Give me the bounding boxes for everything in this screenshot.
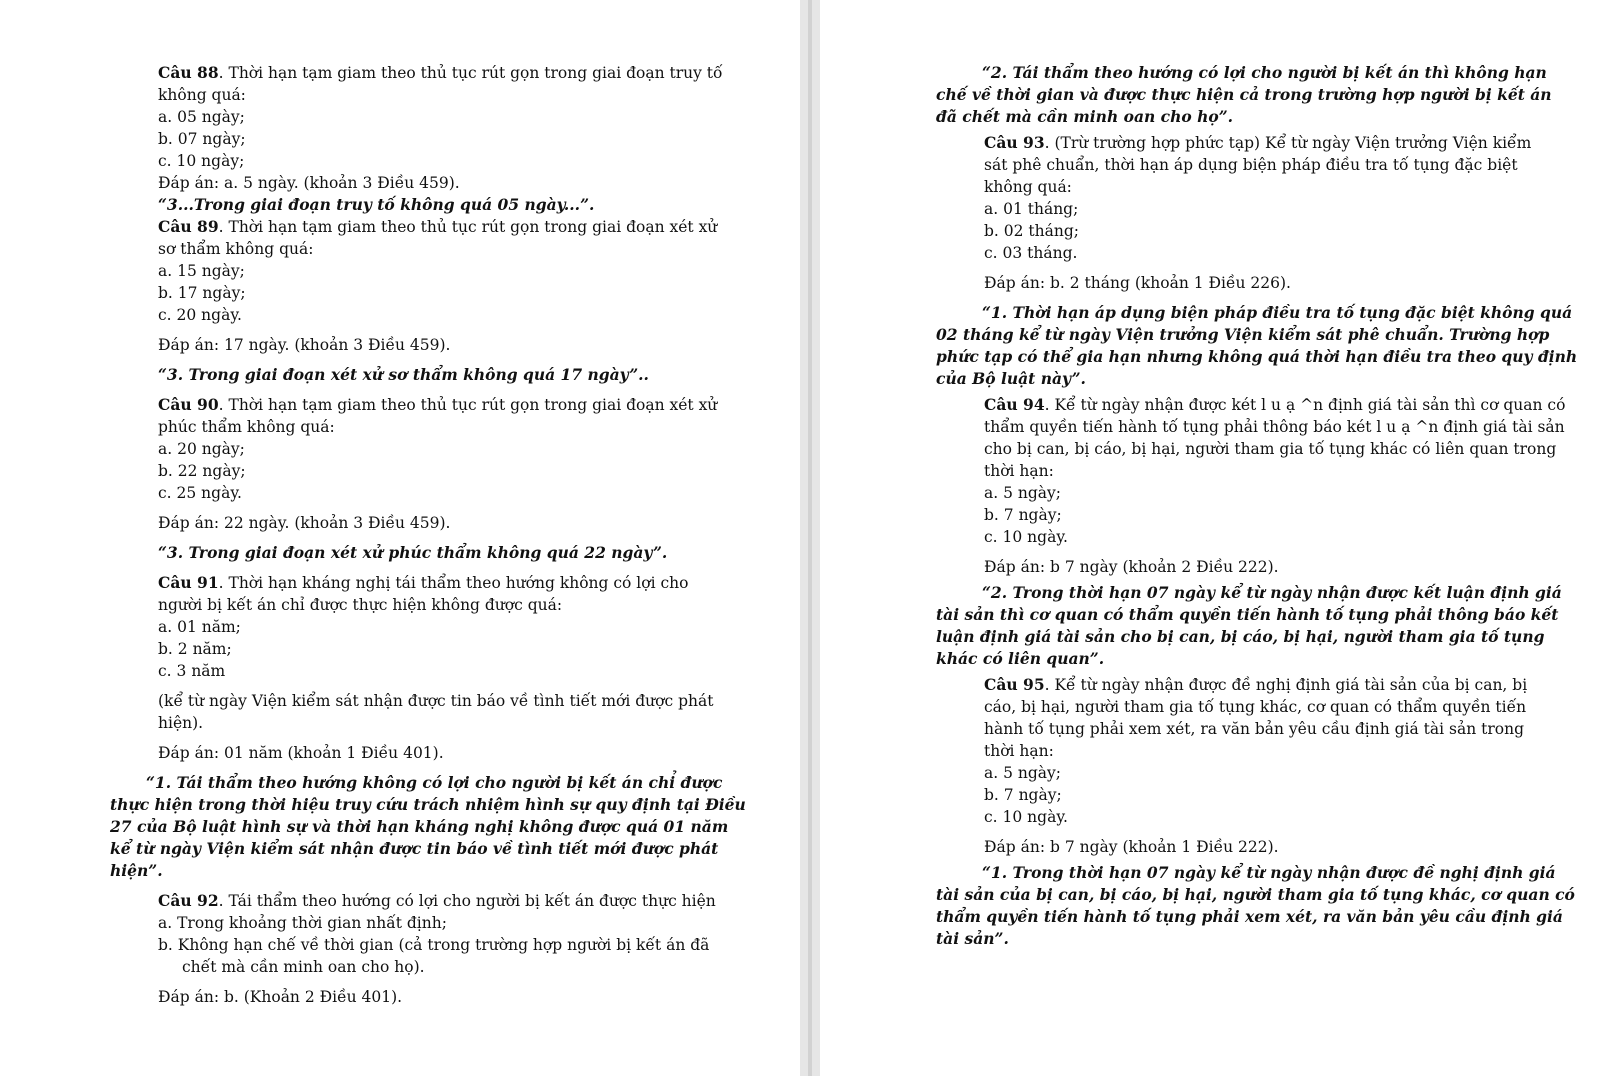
- law-quote-line: thực hiện trong thời hiệu truy cứu trách nhiệm hình sự quy định tại Điều: [110, 795, 746, 814]
- question-text-cont: thời hạn:: [984, 462, 1054, 480]
- answer: Đáp án: 17 ngày. (khoản 3 Điều 459).: [158, 336, 451, 354]
- question-number: Câu 94: [984, 395, 1045, 414]
- law-quote-line: luận định giá tài sản cho bị can, bị cáo, bị hại, người tham gia tố tụng: [936, 627, 1545, 646]
- option-c: c. 03 tháng.: [984, 244, 1078, 262]
- law-quote: “3...Trong giai đoạn truy tố không quá 05 ngày...”.: [158, 195, 595, 214]
- question-number: Câu 93: [984, 133, 1045, 152]
- law-quote-line: 27 của Bộ luật hình sự và thời hạn kháng nghị không được quá 01 năm: [110, 817, 729, 836]
- option-c: c. 10 ngày;: [158, 152, 245, 170]
- option-b: b. 2 năm;: [158, 640, 232, 658]
- question-text-cont: hành tố tụng phải xem xét, ra văn bản yêu cầu định giá tài sản trong: [984, 720, 1525, 738]
- answer: Đáp án: 22 ngày. (khoản 3 Điều 459).: [158, 514, 451, 532]
- option-b: b. 07 ngày;: [158, 130, 246, 148]
- option-b: b. 02 tháng;: [984, 222, 1080, 240]
- question-92-quote: [936, 62, 1552, 128]
- question-text-cont: sát phê chuẩn, thời hạn áp dụng biện pháp điều tra tố tụng đặc biệt: [984, 156, 1518, 174]
- law-quote-line: “2. Trong thời hạn 07 ngày kể từ ngày nhận được kết luận định giá: [982, 583, 1562, 602]
- question-90: [110, 394, 730, 564]
- option-b-cont: chết mà cần minh oan cho họ).: [182, 958, 425, 976]
- answer: Đáp án: b 7 ngày (khoản 2 Điều 222).: [984, 558, 1279, 576]
- question-text: . Kể từ ngày nhận được két l u ạ ^n định giá tài sản thì cơ quan có: [1044, 396, 1566, 414]
- option-a: a. 5 ngày;: [984, 764, 1062, 782]
- question-number: Câu 92: [158, 891, 219, 910]
- option-c: c. 10 ngày.: [984, 808, 1068, 826]
- question-text-cont: sơ thẩm không quá:: [158, 240, 314, 258]
- law-quote-line: 02 tháng kể từ ngày Viện trưởng Viện kiểm sát phê chuẩn. Trường hợp: [936, 325, 1550, 344]
- law-quote-line: phức tạp có thể gia hạn nhưng không quá thời hạn điều tra theo quy định: [936, 347, 1578, 366]
- question-number: Câu 95: [984, 675, 1045, 694]
- option-a: a. 01 tháng;: [984, 200, 1079, 218]
- note-cont: hiện).: [158, 714, 204, 732]
- law-quote: “3. Trong giai đoạn xét xử sơ thẩm không quá 17 ngày”..: [158, 365, 649, 384]
- right-column: [936, 62, 1578, 950]
- question-number: Câu 89: [158, 217, 219, 236]
- question-92: [110, 890, 730, 1008]
- law-quote-line: kể từ ngày Viện kiểm sát nhận được tin báo về tình tiết mới được phát: [110, 839, 719, 858]
- left-column: [110, 62, 746, 1008]
- law-quote-line: tài sản”.: [936, 929, 1009, 948]
- question-text-cont: người bị kết án chỉ được thực hiện không được quá:: [158, 596, 563, 614]
- option-b: b. Không hạn chế về thời gian (cả trong trường hợp người bị kết án đã: [158, 936, 710, 954]
- law-quote-line: khác có liên quan”.: [936, 649, 1105, 668]
- question-number: Câu 90: [158, 395, 219, 414]
- law-quote-line: hiện”.: [110, 861, 163, 880]
- question-94: [936, 394, 1566, 670]
- answer: Đáp án: b. (Khoản 2 Điều 401).: [158, 988, 403, 1006]
- option-a: a. 01 năm;: [158, 618, 241, 636]
- question-number: Câu 91: [158, 573, 219, 592]
- option-b: b. 7 ngày;: [984, 506, 1062, 524]
- law-quote-line: “1. Tái thẩm theo hướng không có lợi cho người bị kết án chỉ được: [146, 773, 723, 792]
- option-a: a. Trong khoảng thời gian nhất định;: [158, 914, 447, 932]
- question-number: Câu 88: [158, 63, 219, 82]
- option-a: a. 15 ngày;: [158, 262, 245, 280]
- option-c: c. 20 ngày.: [158, 306, 242, 324]
- question-text: . Thời hạn tạm giam theo thủ tục rút gọn trong giai đoạn truy tố: [218, 64, 723, 82]
- question-text: . Thời hạn tạm giam theo thủ tục rút gọn trong giai đoạn xét xử: [218, 396, 718, 414]
- question-text: . Thời hạn kháng nghị tái thẩm theo hướng không có lợi cho: [218, 574, 689, 592]
- option-c: c. 3 năm: [158, 662, 226, 680]
- option-a: a. 20 ngày;: [158, 440, 245, 458]
- law-quote-line: “2. Tái thẩm theo hướng có lợi cho người bị kết án thì không hạn: [982, 63, 1547, 82]
- law-quote-line: tài sản thì cơ quan có thẩm quyền tiến hành tố tụng phải thông báo kết: [936, 605, 1559, 624]
- question-text: . (Trừ trường hợp phức tạp) Kể từ ngày Viện trưởng Viện kiểm: [1044, 134, 1532, 152]
- law-quote: “3. Trong giai đoạn xét xử phúc thẩm không quá 22 ngày”.: [158, 543, 668, 562]
- question-95: [936, 674, 1575, 950]
- law-quote-line: “1. Trong thời hạn 07 ngày kể từ ngày nhận được đề nghị định giá: [982, 863, 1556, 882]
- question-text-cont: thời hạn:: [984, 742, 1054, 760]
- option-b: b. 17 ngày;: [158, 284, 246, 302]
- question-89: [110, 216, 730, 386]
- option-c: c. 10 ngày.: [984, 528, 1068, 546]
- option-b: b. 22 ngày;: [158, 462, 246, 480]
- answer: Đáp án: 01 năm (khoản 1 Điều 401).: [158, 744, 444, 762]
- option-b: b. 7 ngày;: [984, 786, 1062, 804]
- document-page-right: [820, 0, 1600, 1076]
- question-91: [110, 572, 746, 882]
- answer: Đáp án: a. 5 ngày. (khoản 3 Điều 459).: [158, 174, 460, 192]
- question-text: . Tái thẩm theo hướng có lợi cho người bị kết án được thực hiện: [218, 892, 716, 910]
- law-quote-line: của Bộ luật này”.: [936, 369, 1086, 388]
- law-quote-line: “1. Thời hạn áp dụng biện pháp điều tra tố tụng đặc biệt không quá: [982, 303, 1573, 322]
- question-text-cont: cho bị can, bị cáo, bị hại, người tham gia tố tụng khác có liên quan trong: [984, 440, 1557, 458]
- page-gutter: [800, 0, 820, 1076]
- question-text-cont: không quá:: [984, 178, 1072, 196]
- question-text: . Kể từ ngày nhận được đề nghị định giá tài sản của bị can, bị: [1044, 676, 1528, 694]
- law-quote-line: chế về thời gian và được thực hiện cả trong trường hợp người bị kết án: [936, 85, 1552, 104]
- question-text-cont: phúc thẩm không quá:: [158, 418, 335, 436]
- question-text-cont: không quá:: [158, 86, 246, 104]
- law-quote-line: tài sản của bị can, bị cáo, bị hại, người tham gia tố tụng khác, cơ quan có: [936, 885, 1575, 904]
- option-a: a. 05 ngày;: [158, 108, 245, 126]
- question-88: [110, 62, 730, 216]
- option-a: a. 5 ngày;: [984, 484, 1062, 502]
- law-quote-line: đã chết mà cần minh oan cho họ”.: [936, 107, 1234, 126]
- option-c: c. 25 ngày.: [158, 484, 242, 502]
- question-93: [936, 132, 1578, 390]
- question-text-cont: thẩm quyền tiến hành tố tụng phải thông báo két l u ạ ^n định giá tài sản: [984, 418, 1565, 436]
- answer: Đáp án: b 7 ngày (khoản 1 Điều 222).: [984, 838, 1279, 856]
- answer: Đáp án: b. 2 tháng (khoản 1 Điều 226).: [984, 274, 1291, 292]
- question-text-cont: cáo, bị hại, người tham gia tố tụng khác, cơ quan có thẩm quyền tiến: [984, 698, 1527, 716]
- note: (kể từ ngày Viện kiểm sát nhận được tin báo về tình tiết mới được phát: [158, 692, 714, 710]
- law-quote-line: thẩm quyền tiến hành tố tụng phải xem xét, ra văn bản yêu cầu định giá: [936, 907, 1563, 926]
- question-text: . Thời hạn tạm giam theo thủ tục rút gọn trong giai đoạn xét xử: [218, 218, 718, 236]
